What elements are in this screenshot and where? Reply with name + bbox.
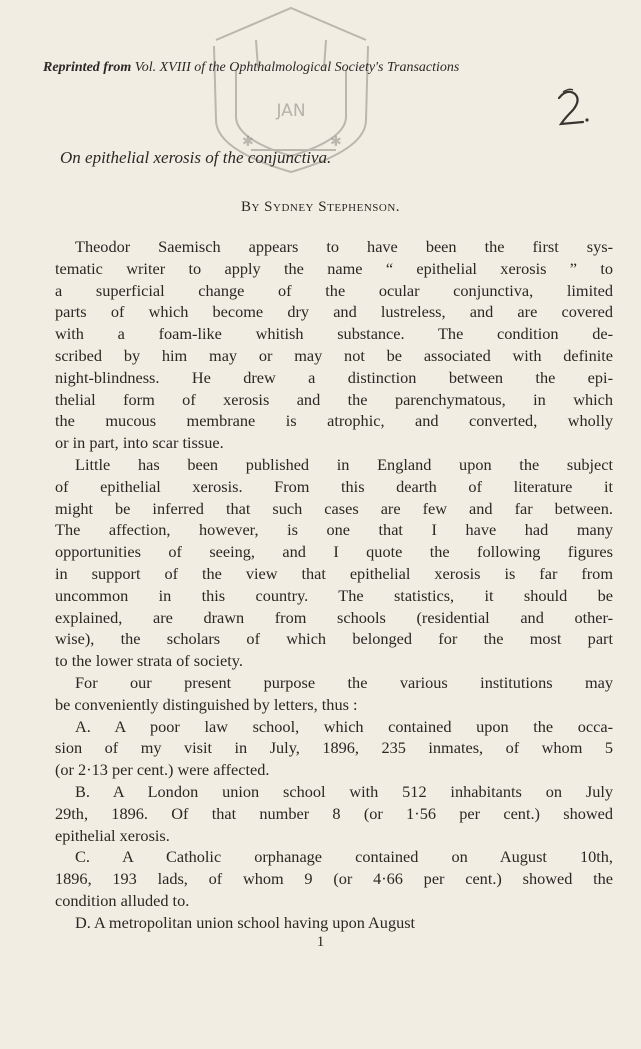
svg-text:✱: ✱ [330,134,342,150]
reprint-source: Vol. XVIII of the Ophthalmological Society's Transactions [131,60,460,75]
text-line: Theodor Saemisch appears to have been the first sys- [75,237,613,256]
text-line: 1896, 193 lads, of whom 9 (or 4·66 per cent.) showed the [55,869,613,889]
article-title: On epithelial xerosis of the conjunctiva. [60,148,332,167]
text-line: to the lower strata of society. [55,651,243,671]
paragraph [55,672,613,716]
text-line: night-blindness. He drew a distinction between the epi- [55,367,613,387]
text-line: thelial form of xerosis and the parenchymatous, in which [55,389,613,409]
text-line: sion of my visit in July, 1896, 235 inmates, of whom 5 [55,738,613,758]
text-line: B. A London union school with 512 inhabitants on July [75,781,613,801]
svg-text:✱: ✱ [242,134,254,150]
text-line: scribed by him may or may not be associated with definite [55,345,613,365]
text-line: uncommon in this country. The statistics, it should be [55,585,613,605]
reprint-notice [43,60,623,76]
text-line: be conveniently distinguished by letters, thus : [55,694,358,714]
text-line: wise), the scholars of which belonged for the most part [55,629,613,649]
text-line: epithelial xerosis. [55,825,170,845]
page-number: 1 [316,934,325,950]
text-line: tematic writer to apply the name “ epithelial xerosis ” to [55,258,613,278]
text-line: explained, are drawn from schools (residential and other- [55,607,613,627]
text-line: with a foam-like whitish substance. The condition de- [55,324,613,344]
paragraph [55,716,613,781]
text-line: C. A Catholic orphanage contained on August 10th, [75,847,613,867]
author-byline: By Sydney Stephenson. [240,199,401,215]
text-line: 29th, 1896. Of that number 8 (or 1·56 per cent.) showed [55,803,613,823]
text-line: The affection, however, is one that I have had many [55,520,613,540]
text-line: a superficial change of the ocular conjunctiva, limited [55,280,613,300]
text-line: D. A metropolitan union school having upon August [75,912,416,932]
text-line: opportunities of seeing, and I quote the following figures [55,542,613,562]
paragraph [55,236,613,454]
paragraph [55,454,613,672]
text-line: A. A poor law school, which contained upon the occa- [75,716,613,736]
text-line: Little has been published in England upon the subject [75,454,613,474]
text-line: might be inferred that such cases are few and far between. [55,498,613,518]
handwritten-number-mark [553,86,593,130]
stamp-text: JAN [276,101,306,121]
text-line: condition alluded to. [55,890,190,910]
article-body [55,236,613,934]
text-line: in support of the view that epithelial xerosis is far from [55,563,613,583]
text-line: of epithelial xerosis. From this dearth of literature it [55,476,613,496]
paragraph [55,846,613,911]
text-line: For our present purpose the various institutions may [75,672,613,692]
text-line: (or 2·13 per cent.) were affected. [55,760,270,780]
reprint-prefix: Reprinted from [43,60,132,75]
paragraph [55,781,613,846]
text-line: parts of which become dry and lustreless, and are covered [55,302,613,322]
text-line: or in part, into scar tissue. [55,433,224,453]
text-line: the mucous membrane is atrophic, and converted, wholly [55,411,613,431]
paragraph [55,912,613,934]
